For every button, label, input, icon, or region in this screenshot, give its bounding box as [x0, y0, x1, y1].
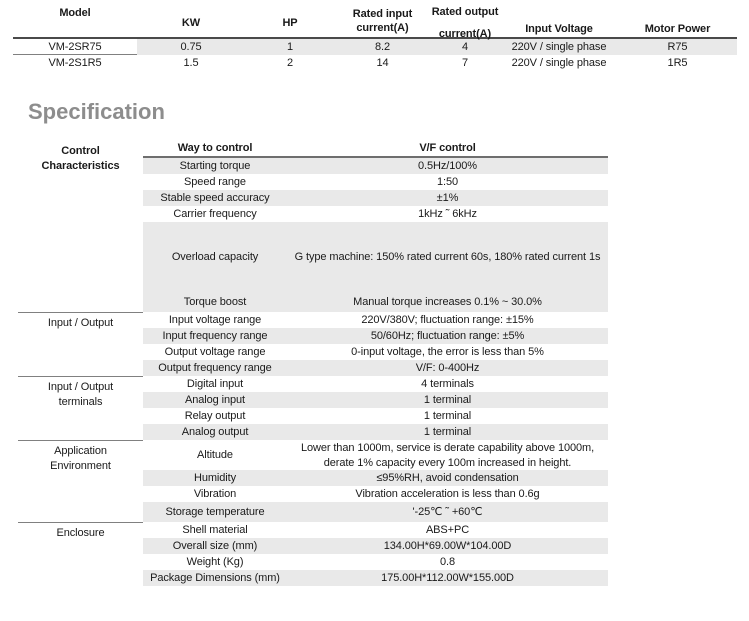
section-label: [18, 440, 143, 522]
cell-kw: 0.75: [137, 39, 245, 55]
section-input-output-terminals: [18, 376, 608, 440]
cell-rated-output-current: 4: [430, 39, 500, 55]
param-name: Package Dimensions (mm): [150, 572, 280, 584]
header-label: Motor Power: [644, 23, 711, 35]
section-rows: [143, 522, 608, 586]
cell-hp: 1: [245, 39, 335, 55]
header-label-line1: Rated input: [352, 8, 413, 20]
param-value: 1:50: [436, 176, 458, 188]
section-enclosure: [18, 522, 608, 586]
section-label: [18, 376, 143, 440]
param-value: 134.00H*69.00W*104.00D: [383, 540, 512, 552]
cell-rated-output-current: 7: [461, 57, 469, 69]
param-name: Vibration: [193, 488, 237, 500]
section-label-line: Environment: [50, 460, 111, 472]
param-name: Analog input: [185, 394, 245, 406]
section-rows: [143, 312, 608, 376]
header-cell-model: [13, 5, 137, 37]
spec-row: [143, 328, 608, 344]
param-value: 1kHz ˜ 6kHz: [418, 208, 477, 220]
section-label-line: Control: [61, 145, 100, 157]
section-label-line: terminals: [58, 396, 103, 408]
model-table: [13, 5, 737, 71]
spec-row: [143, 344, 608, 360]
header-label-line2: current(A): [438, 28, 492, 40]
param-name: Storage temperature: [165, 506, 265, 518]
param-value: 1 terminal: [423, 426, 472, 438]
header-label: HP: [282, 17, 298, 29]
param-value: ±1%: [436, 192, 459, 204]
page-title: Specification: [28, 99, 165, 124]
cell-input-voltage: 220V / single phase: [511, 57, 607, 69]
table-row: [13, 39, 737, 55]
value-line2: derate 1% capacity every 100m increased in height.: [323, 457, 572, 469]
header-label: Input Voltage: [525, 23, 593, 35]
section-rows: [143, 141, 608, 312]
section-rows: [143, 440, 608, 522]
param-value: V/F: 0-400Hz: [415, 362, 480, 374]
param-value: 0.5Hz/100%: [418, 160, 477, 172]
spec-table: [18, 141, 608, 586]
section-control-characteristics: [18, 141, 608, 312]
spec-row: [143, 360, 608, 376]
param-name: Input voltage range: [168, 314, 262, 326]
cell-model: VM-2S1R5: [48, 57, 102, 69]
header-label-line1: Rated output: [431, 6, 499, 18]
header-label: KW: [181, 17, 201, 29]
header-cell-kw: [137, 5, 245, 37]
param-value: 50/60Hz; fluctuation range: ±5%: [370, 330, 525, 342]
spec-row: [143, 424, 608, 440]
param-value: '-25℃ ˜ +60℃: [412, 506, 483, 518]
cell-kw: 1.5: [183, 57, 199, 69]
param-name: Carrier frequency: [173, 208, 257, 220]
section-label: [18, 312, 143, 376]
header-cell-motor-power: [618, 5, 737, 37]
header-cell-rated-input-current: [335, 5, 430, 37]
cell-input-voltage: 220V / single phase: [500, 39, 618, 55]
cell-motor-power: R75: [618, 39, 737, 55]
param-value: 4 terminals: [421, 378, 474, 390]
param-name: Relay output: [184, 410, 246, 422]
spec-row: [143, 486, 608, 502]
param-name: Torque boost: [183, 296, 247, 308]
spec-row: [143, 312, 608, 328]
spec-row: [143, 502, 608, 522]
param-value: Vibration acceleration is less than 0.6g: [355, 488, 540, 500]
param-name: Digital input: [186, 378, 244, 390]
section-label-line: Application: [54, 445, 107, 457]
section-application-environment: [18, 440, 608, 522]
cell-rated-input-current: 14: [376, 57, 389, 69]
spec-row: [143, 158, 608, 174]
param-name: Stable speed accuracy: [160, 192, 270, 204]
section-label: [18, 522, 143, 586]
param-name: Humidity: [194, 472, 236, 484]
header-cell-hp: [245, 5, 335, 37]
header-cell-input-voltage: [500, 5, 618, 37]
param-name: Input frequency range: [162, 330, 268, 342]
spec-row: [143, 222, 608, 292]
param-name: Altitude: [197, 449, 233, 461]
param-value: [287, 440, 608, 470]
param-name: Analog output: [181, 426, 249, 438]
cell-hp: 2: [286, 57, 294, 69]
section-label: [18, 141, 143, 312]
spec-row: [143, 408, 608, 424]
header-cell-rated-output-current: [430, 5, 500, 40]
spec-row: [143, 538, 608, 554]
param-name: Output voltage range: [164, 346, 266, 358]
spec-row: [143, 376, 608, 392]
spec-row: [143, 174, 608, 190]
spec-row: [143, 554, 608, 570]
param-value: 0-input voltage, the error is less than 5%: [351, 346, 544, 358]
param-value: G type machine: 150% rated current 60s, 180% rated current 1s: [294, 251, 601, 263]
spec-row: [143, 292, 608, 312]
header-label: Model: [59, 7, 91, 19]
model-table-header-row: [13, 5, 737, 39]
spec-row: [143, 522, 608, 538]
param-name: Overload capacity: [171, 251, 259, 263]
header-label-line2: current(A): [356, 22, 409, 34]
spec-row: [143, 190, 608, 206]
spec-row: [143, 570, 608, 586]
cell-motor-power: 1R5: [667, 57, 688, 69]
param-name: Shell material: [182, 524, 248, 536]
table-row: [13, 55, 737, 71]
cell-model: VM-2SR75: [13, 39, 137, 55]
param-value: 175.00H*112.00W*155.00D: [381, 572, 514, 584]
param-name: Output frequency range: [158, 362, 272, 374]
param-value: V/F control: [419, 142, 476, 154]
spec-row: [143, 440, 608, 470]
param-name: Starting torque: [179, 160, 251, 172]
spec-row: [143, 141, 608, 158]
section-label-line: Characteristics: [41, 160, 120, 172]
param-name: Weight (Kg): [186, 556, 244, 568]
param-name: Way to control: [177, 142, 253, 154]
param-value: 1 terminal: [423, 410, 472, 422]
param-value: ABS+PC: [425, 524, 470, 536]
param-value: ≤95%RH, avoid condensation: [376, 472, 519, 484]
param-value: Manual torque increases 0.1% ~ 30.0%: [353, 296, 542, 308]
section-label-line: Enclosure: [56, 527, 105, 539]
param-name: Overall size (mm): [172, 540, 258, 552]
param-name: Speed range: [184, 176, 246, 188]
section-input-output: [18, 312, 608, 376]
spec-row: [143, 470, 608, 486]
param-value: 0.8: [440, 556, 455, 568]
param-value: 1 terminal: [423, 394, 472, 406]
spec-row: [143, 206, 608, 222]
spec-row: [143, 392, 608, 408]
cell-rated-input-current: 8.2: [335, 39, 430, 55]
section-rows: [143, 376, 608, 440]
value-line1: Lower than 1000m, service is derate capability above 1000m,: [300, 442, 595, 454]
param-value: 220V/380V; fluctuation range: ±15%: [361, 314, 534, 326]
section-label-line: Input / Output: [47, 317, 114, 329]
section-label-line: Input / Output: [47, 381, 114, 393]
